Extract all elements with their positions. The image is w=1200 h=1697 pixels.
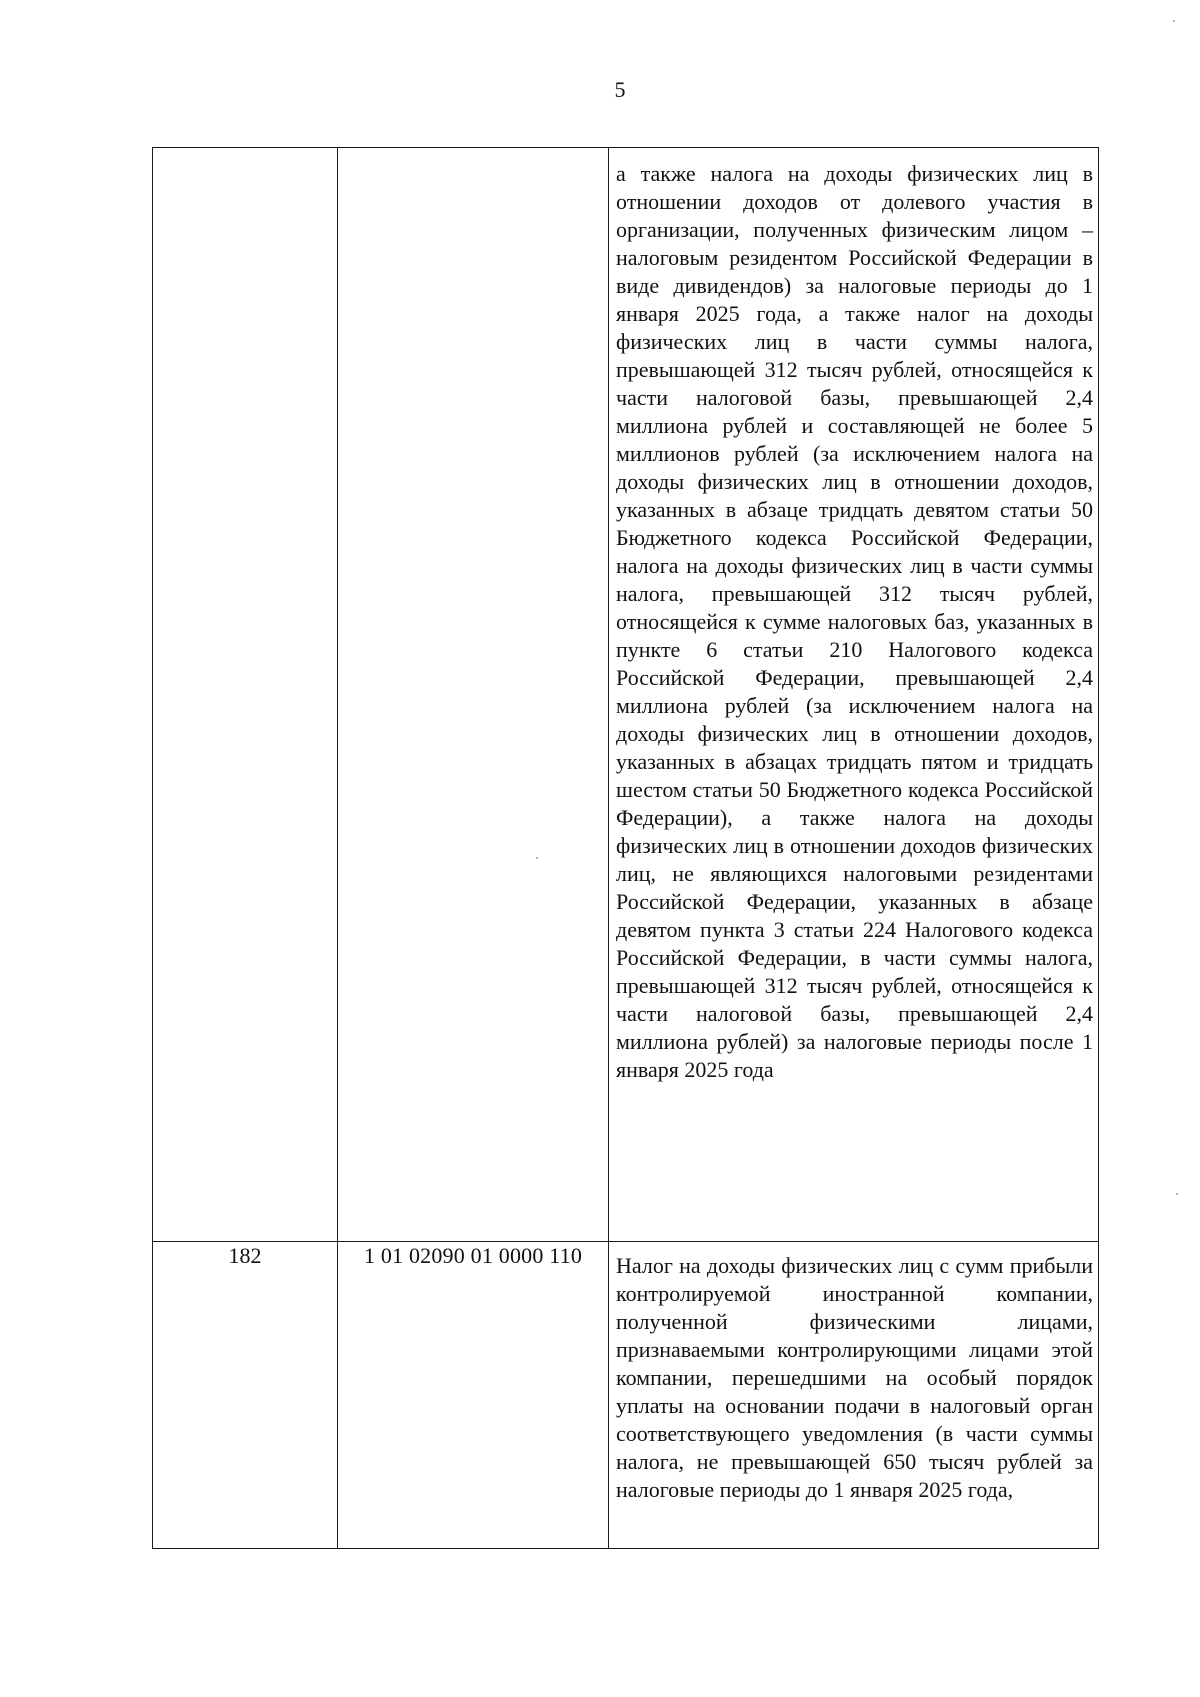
table-row xyxy=(153,148,1099,1242)
admin-code-cell xyxy=(153,1242,338,1549)
table-row xyxy=(153,1242,1099,1549)
description-cell xyxy=(609,148,1099,1242)
scan-speck xyxy=(1173,20,1175,22)
admin-code-cell xyxy=(153,148,338,1242)
budget-code-cell xyxy=(338,148,609,1242)
page-number: 5 xyxy=(614,77,626,102)
budget-code: 1 01 02090 01 0000 110 xyxy=(363,1243,583,1268)
budget-code-cell xyxy=(338,1242,609,1549)
revenue-description: Налог на доходы физических лиц с сумм прибыли контролируемой иностранной компании, полученной физическими лицами, признаваемыми контролирующими лицами этой компании, перешедшими на особый порядок уплаты на основании подачи в налоговый орган соответствующего уведомления (в части суммы налога, не превышающей 650 тысяч рублей за налоговые периоды до 1 января 2025 года, xyxy=(616,1253,1093,1502)
description-cell xyxy=(609,1242,1099,1549)
scan-speck xyxy=(1176,1193,1178,1195)
admin-code: 182 xyxy=(228,1243,262,1268)
budget-classification-table xyxy=(152,147,1099,1549)
scan-speck xyxy=(536,857,538,859)
revenue-description: а также налога на доходы физических лиц в отношении доходов от долевого участия в организации, полученных физическим лицом – налоговым резидентом Российской Федерации в виде дивидендов) за налоговые периоды до 1 января 2025 года, а также налог на доходы физических лиц в части суммы налога, превышающей 312 тысяч рублей, относящейся к части налоговой базы, превышающей 2,4 миллиона рублей и составляющей не более 5 миллионов рублей (за исключением налога на доходы физических лиц в отношении доходов, указанных в абзаце тридцать девятом статьи 50 Бюджетного кодекса Российской Федерации, налога на доходы физических лиц в части суммы налога, превышающей 312 тысяч рублей, относящейся к сумме налоговых баз, указанных в пункте 6 статьи 210 Налогового кодекса Российской Федерации, превышающей 2,4 миллиона рублей (за исключением налога на доходы физических лиц в отношении доходов, указанных в абзацах тридцать пятом и тридцать шестом статьи 50 Бюджетного кодекса Российской Федерации), а также налога на доходы физических лиц в отношении доходов физических лиц, не являющихся налоговыми резидентами Российской Федерации, указанных в абзаце девятом пункта 3 статьи 224 Налогового кодекса Российской Федерации, в части суммы налога, превышающей 312 тысяч рублей, относящейся к части налоговой базы, превышающей 2,4 миллиона рублей) за налоговые периоды после 1 января 2025 года xyxy=(616,161,1093,1082)
